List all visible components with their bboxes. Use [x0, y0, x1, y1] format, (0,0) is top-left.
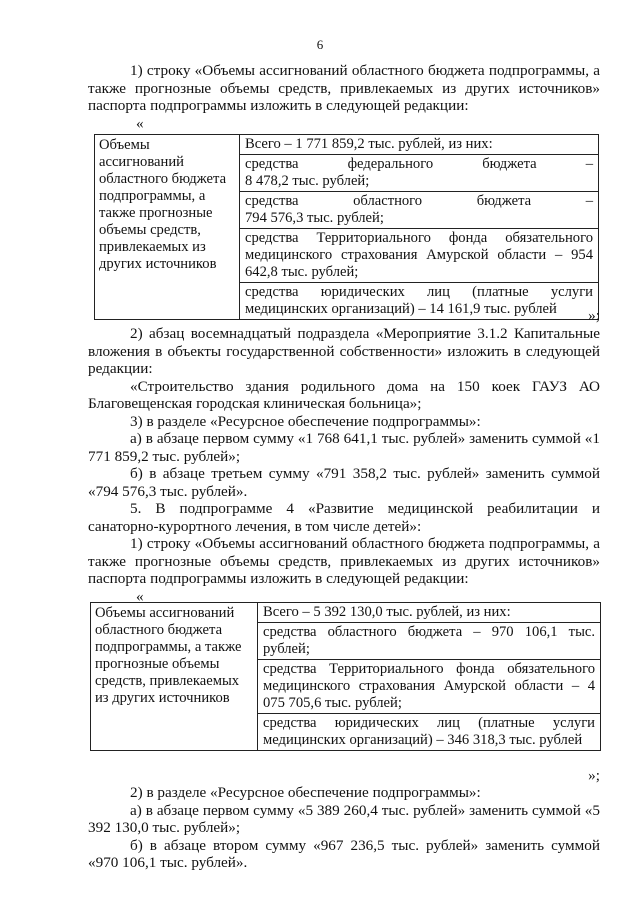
table1-label-line: областного бюджета: [99, 171, 227, 187]
table2-label-line: Объемы ассигнований: [95, 605, 235, 621]
item5-1-paragraph: 1) строку «Объемы ассигнований областного бюджета подпрограммы, а также прогнозные объемы средств, привлекаемых из других источников» паспорта подпрограммы изложить в следующей редакции:: [88, 535, 600, 587]
table1-row-federal-label: средства федерального бюджета –: [245, 156, 593, 172]
page-number: 6: [316, 37, 324, 52]
table2-row-legal: средства юридических лиц (платные услуги медицинских организаций) – 346 318,3 тыс. рублей: [258, 713, 600, 750]
item1-intro-block: [88, 62, 600, 132]
table1-row-tfoms: средства Территориального фонда обязательного медицинского страхования Амурской области – 954 642,8 тыс. рублей;: [240, 228, 598, 282]
table2-label-line: средств, привлекаемых: [95, 673, 240, 689]
table1-row-regional-label: средства областного бюджета –: [245, 193, 593, 209]
item3b-paragraph: б) в абзаце третьем сумму «791 358,2 тыс. рублей» заменить суммой «794 576,3 тыс. рублей».: [88, 465, 600, 500]
open-quote-1: «: [136, 114, 144, 132]
table2-label-line: из других источников: [95, 690, 230, 706]
resource-item-b: б) в абзаце втором сумму «967 236,5 тыс. рублей» заменить суммой «970 106,1 тыс. рублей».: [88, 836, 600, 871]
item3a-paragraph: а) в абзаце первом сумму «1 768 641,1 тыс. рублей» заменить суммой «1 771 859,2 тыс. рублей»;: [88, 430, 600, 465]
table2-value-cell: [258, 603, 601, 751]
passport-table-2: [90, 602, 601, 751]
table2-row-regional: средства областного бюджета – 970 106,1 тыс. рублей;: [258, 622, 600, 659]
table1-label-cell: [95, 135, 240, 320]
table1-row-regional: [240, 191, 598, 228]
item5-paragraph: 5. В подпрограмме 4 «Развитие медицинской реабилитации и санаторно-курортного лечения, в том числе детей»:: [88, 500, 600, 535]
table1-row-federal: [240, 154, 598, 191]
table1-label-line: других источников: [99, 256, 217, 272]
passport-table-1: [94, 134, 599, 320]
close-quote-1-block: [88, 307, 600, 325]
open-quote-2: «: [136, 587, 144, 605]
table1-row-legal: средства юридических лиц (платные услуги медицинских организаций) – 14 161,9 тыс. рублей: [240, 282, 598, 319]
resource-section-paragraph: 2) в разделе «Ресурсное обеспечение подпрограммы»:: [130, 784, 481, 801]
item2-paragraph: 2) абзац восемнадцатый подраздела «Мероприятие 3.1.2 Капитальные вложения в объекты государственной собственности» изложить в следующей редакции:: [88, 325, 600, 377]
table2-label-line: подпрограммы, а также: [95, 639, 242, 655]
item3-paragraph: 3) в разделе «Ресурсное обеспечение подпрограммы»:: [130, 412, 481, 430]
close-quote-2-block: [88, 767, 600, 785]
table1-label-line: также прогнозные: [99, 205, 213, 221]
table1-label-line: объемы средств,: [99, 222, 201, 238]
final-text-block: [88, 784, 600, 872]
table1-label-line: Объемы: [99, 137, 150, 153]
table2-label-cell: [91, 603, 258, 751]
table1-label-line: привлекаемых из: [99, 239, 206, 255]
table2-row-total: Всего – 5 392 130,0 тыс. рублей, из них:: [263, 604, 511, 620]
table2-label-line: областного бюджета: [95, 622, 223, 638]
table2-label-line: прогнозные объемы: [95, 656, 220, 672]
table1-row-total: Всего – 1 771 859,2 тыс. рублей, из них:: [245, 136, 493, 152]
close-quote-1: »;: [588, 307, 600, 324]
resource-item-a: а) в абзаце первом сумму «5 389 260,4 тыс. рублей» заменить суммой «5 392 130,0 тыс. рублей»;: [88, 801, 600, 836]
table1-label-line: подпрограммы, а: [99, 188, 206, 204]
item1-intro: 1) строку «Объемы ассигнований областного бюджета подпрограммы, а также прогнозные объемы средств, привлекаемых из других источников» паспорта подпрограммы изложить в следующей редакции:: [88, 62, 600, 114]
table1-row-federal-amount: 8 478,2 тыс. рублей;: [245, 173, 370, 189]
middle-text-block: [88, 325, 600, 605]
close-quote-2: »;: [588, 767, 600, 784]
table1-label-line: ассигнований: [99, 154, 184, 170]
item2-text: «Строительство здания родильного дома на 150 коек ГАУЗ АО Благовещенская городская клиническая больница»;: [88, 377, 600, 412]
table1-row-regional-amount: 794 576,3 тыс. рублей;: [245, 210, 384, 226]
table1-value-cell: [240, 135, 599, 320]
table2-row-tfoms: средства Территориального фонда обязательного медицинского страхования Амурской области – 4 075 705,6 тыс. рублей;: [258, 659, 600, 713]
